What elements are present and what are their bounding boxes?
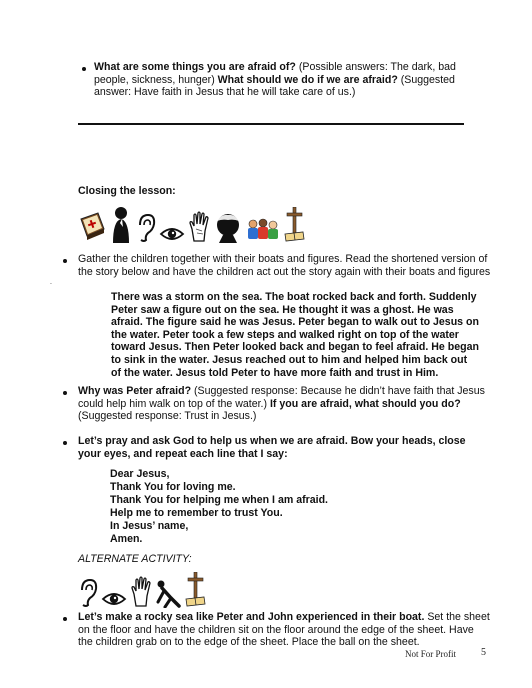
prayer-line: Amen. <box>110 533 143 545</box>
pray-instruction: Let’s pray and ask God to help us when we are afraid. Bow your heads, close your eyes, and repeat each line that I say: <box>78 435 466 460</box>
ear-icon <box>78 578 98 608</box>
answer-text: (Suggested response: Trust in Jesus.) <box>78 410 257 423</box>
alternate-activity-paragraph <box>78 611 490 649</box>
children-group-icon <box>246 217 280 243</box>
bullet-marker <box>82 67 86 71</box>
question-afraid-paragraph <box>94 61 474 99</box>
question-text: What should we do if we are afraid? <box>217 73 398 86</box>
stray-dot: . <box>50 279 52 286</box>
cross-bible-icon <box>283 207 305 243</box>
prayer-line: In Jesus’ name, <box>110 520 189 532</box>
question-text: What are some things you are afraid of? <box>94 61 296 73</box>
page-number: 5 <box>481 647 486 658</box>
bullet-marker <box>63 259 67 263</box>
cross-bible-icon <box>184 572 206 608</box>
hands-on-head-icon <box>213 211 243 243</box>
ear-icon <box>136 213 156 243</box>
prayer-line: Thank You for loving me. <box>110 481 236 493</box>
prayer-block <box>110 468 328 546</box>
question-text: If you are afraid, what should you do? <box>269 397 461 410</box>
question-peter-paragraph <box>78 385 490 423</box>
hand-icon <box>130 576 152 608</box>
prayer-line: Help me to remember to trust You. <box>110 507 283 519</box>
prayer-line: Thank You for helping me when I am afraid. <box>110 494 328 506</box>
prayer-line: Dear Jesus, <box>110 468 170 480</box>
activity-instructions: Set the sheet on the floor and have the children sit on the floor around the edge of the sheet. Have the children grab on to the edge of the sheet. Place the ball on the sheet. <box>78 611 490 649</box>
answer-text: (Suggested answer: Have faith in Jesus that he will take care of us.) <box>94 73 455 99</box>
activity-title: Let’s make a rocky sea like Peter and John experienced in their boat. <box>78 611 425 623</box>
closing-heading: Closing the lesson: <box>78 185 176 197</box>
footer-label: Not For Profit <box>405 649 457 659</box>
horizontal-rule <box>78 123 464 125</box>
stretching-person-icon <box>155 578 181 608</box>
eye-icon <box>159 225 185 243</box>
story-paragraph: There was a storm on the sea. The boat rocked back and forth. Suddenly Peter saw a figure out on the sea. He thought it was a ghost. He was afraid. The figure said he was Jesus. Peter began to walk out to Jesus on the water. Peter took a few steps and walked right on top of the water toward Jesus. Then Peter looked back and began to feel afraid. He began to sink in the water. Jesus reached out to him and helped him back out of the water. Jesus told Peter to have more faith and trust in Him. <box>111 291 479 379</box>
answer-text: (Possible answers: The dark, bad people, sickness, hunger) <box>94 61 456 86</box>
bullet-marker <box>63 441 67 445</box>
eye-icon <box>101 590 127 608</box>
praying-child-icon <box>109 205 133 243</box>
bible-icon <box>78 209 106 243</box>
alternate-heading: ALTERNATE ACTIVITY: <box>78 553 192 565</box>
answer-text: (Suggested response: Because he didn’t have faith that Jesus could help him walk on top of the water.) <box>78 385 485 410</box>
hand-icon <box>188 211 210 243</box>
bullet-marker <box>63 617 67 621</box>
bullet-marker <box>63 391 67 395</box>
gather-paragraph: Gather the children together with their boats and figures. Read the shortened version of the story below and have the children act out the story again with their boats and figures <box>78 253 491 278</box>
question-text: Why was Peter afraid? <box>78 385 192 397</box>
closing-icon-row <box>78 203 305 243</box>
alternate-icon-row <box>78 572 206 608</box>
